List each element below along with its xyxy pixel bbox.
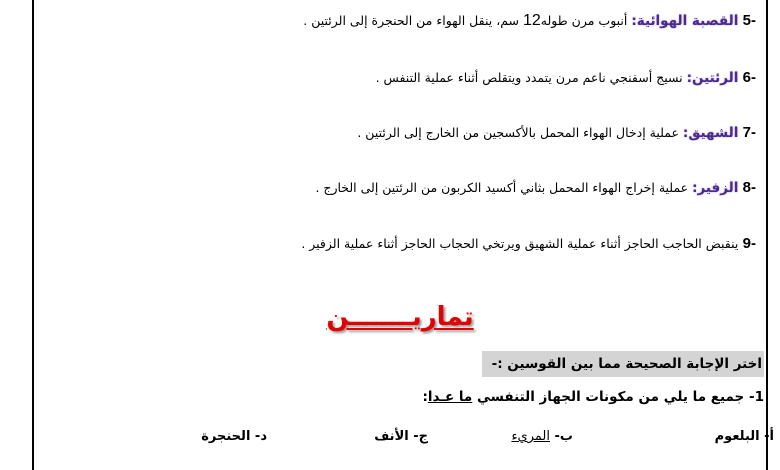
definition-term: الزفير [697, 180, 739, 196]
document-page [34, 0, 774, 470]
question-text: جميع ما يلي من مكونات الجهاز التنفسي [472, 389, 745, 405]
definition-text: أنبوب مرن طوله [540, 13, 632, 28]
definition-term: الشهيق [688, 125, 739, 141]
definition-colon: : [692, 180, 698, 196]
option-b-prefix: ب- [550, 429, 573, 444]
option-c[interactable]: ج- الأنف [374, 429, 428, 444]
question-colon: : [422, 389, 428, 405]
question-dash: - [744, 389, 755, 405]
definition-7 [357, 124, 756, 142]
definition-text: عملية إخراج الهواء المحمل بثاني أكسيد الكربون من الرئتين إلى الخارج . [315, 180, 693, 195]
definition-8 [315, 179, 756, 197]
instruction-bar: اختر الإجابة الصحيحة مما بين القوسين :- [482, 351, 764, 377]
definition-colon: : [631, 13, 637, 29]
page-border-right [766, 0, 768, 470]
option-b[interactable] [511, 429, 573, 444]
question-1 [423, 389, 765, 405]
definition-9 [301, 235, 756, 253]
exercises-title: تماريـــــــن [326, 302, 474, 332]
option-d[interactable]: د- الحنجرة [201, 429, 267, 444]
definition-colon: : [682, 125, 689, 141]
definition-length-number: 12 [523, 12, 541, 29]
definition-colon: : [686, 70, 693, 86]
definition-number: -7 [742, 124, 756, 141]
question-number: 1 [754, 389, 764, 405]
definition-text: عملية إدخال الهواء المحمل بالأكسجين من الخارج إلى الرئتين . [357, 125, 683, 140]
definition-number: -6 [742, 69, 756, 86]
definition-term: الرئتين [692, 70, 739, 86]
option-a[interactable]: أ- البلعوم [714, 429, 774, 444]
definition-6 [376, 69, 756, 87]
question-exception: ما عـدا [427, 389, 473, 405]
definition-text: ينقبض الحاجب الحاجز أثناء عملية الشهيق ويرتخي الحجاب الحاجز أثناء عملية الزفير . [301, 236, 739, 251]
exercises-title-wrap [34, 302, 766, 336]
definition-number: -8 [742, 179, 756, 196]
option-b-text: المريء [511, 429, 550, 444]
definition-text: نسيج أسفنجي ناعم مرن يتمدد ويتقلص أثناء عملية التنفس . [375, 70, 687, 85]
definition-number: -9 [742, 235, 756, 252]
definition-number: -5 [742, 12, 756, 29]
definition-text-end: سم، ينقل الهواء من الحنجرة إلى الرئتين . [303, 13, 523, 28]
definition-term: القصبة الهوائية [636, 13, 739, 29]
definition-5 [303, 12, 756, 30]
